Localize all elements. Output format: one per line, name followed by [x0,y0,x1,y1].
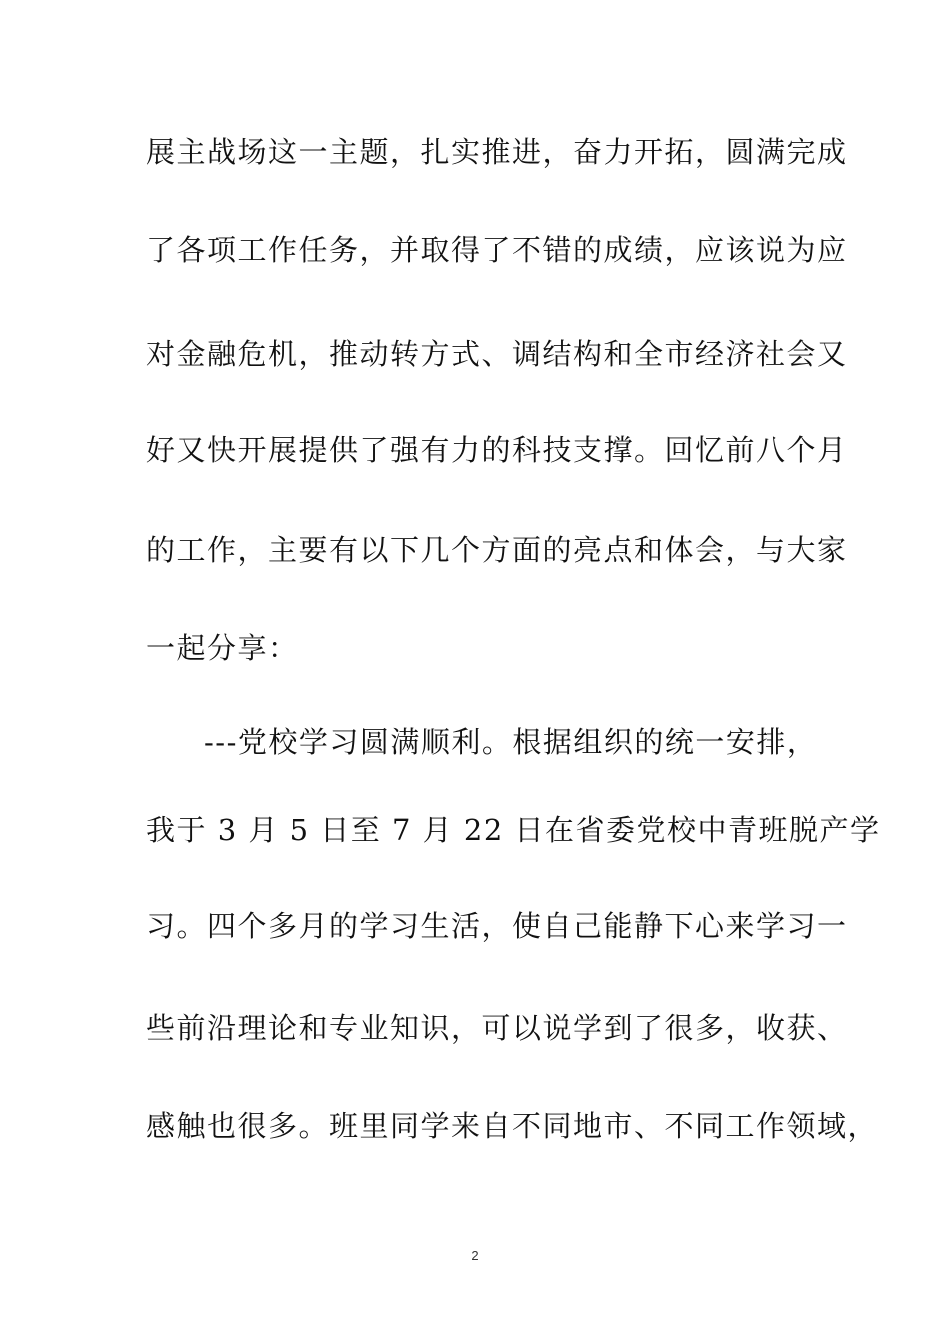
text-line: 的工作，主要有以下几个方面的亮点和体会，与大家 [146,533,848,567]
paragraph-start-line: ---党校学习圆满顺利。根据组织的统一安排， [204,725,818,759]
text-line: 习。四个多月的学习生活，使自己能静下心来学习一 [146,909,848,943]
page-number: 2 [471,1248,479,1263]
text-line: 展主战场这一主题，扎实推进，奋力开拓，圆满完成 [146,135,848,169]
text-line: 对金融危机，推动转方式、调结构和全市经济社会又 [146,337,848,371]
text-line: 好又快开展提供了强有力的科技支撑。回忆前八个月 [146,433,848,467]
text-line: 了各项工作任务，并取得了不错的成绩，应该说为应 [146,233,848,267]
text-line: 我于 3 月 5 日至 7 月 22 日在省委党校中青班脱产学 [146,813,881,847]
text-line: 些前沿理论和专业知识，可以说学到了很多，收获、 [146,1011,848,1045]
text-line: 感触也很多。班里同学来自不同地市、不同工作领域， [146,1109,879,1143]
text-line: 一起分享： [146,631,299,665]
